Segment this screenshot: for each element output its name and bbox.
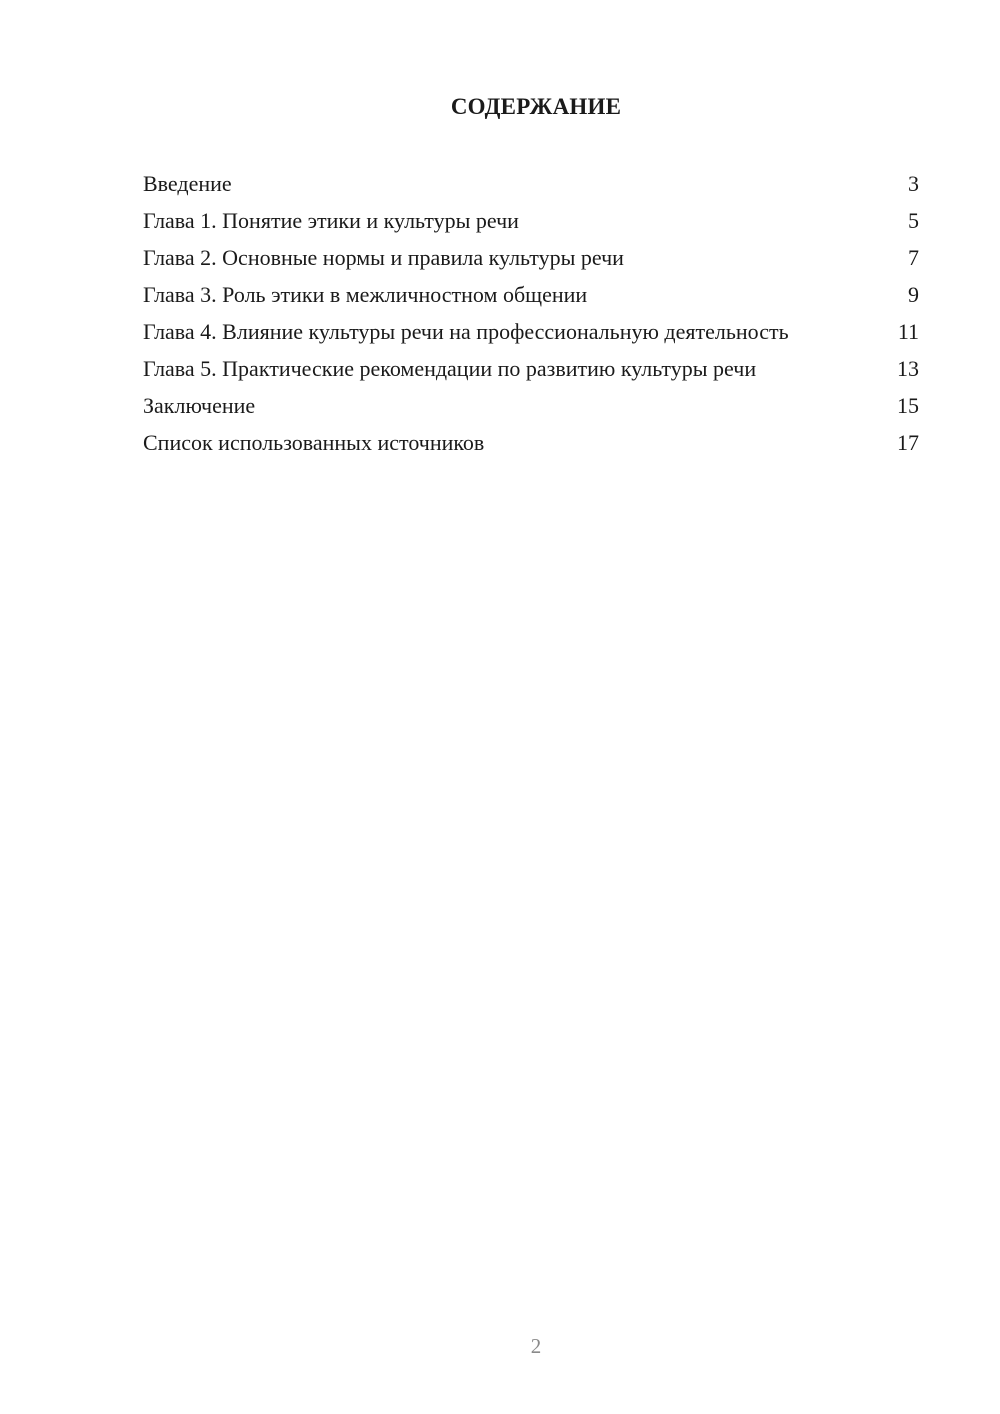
toc-entry[interactable]	[143, 170, 919, 197]
page-title: СОДЕРЖАНИЕ	[450, 94, 622, 119]
toc-entry[interactable]	[143, 429, 919, 456]
toc-entry-page: 13	[897, 356, 919, 381]
toc-entry-title: Глава 5. Практические рекомендации по развитию культуры речи	[143, 356, 757, 381]
toc-entry[interactable]	[143, 281, 919, 308]
toc-entry-title: Глава 3. Роль этики в межличностном общении	[143, 282, 588, 307]
toc-entry-title: Глава 4. Влияние культуры речи на профессиональную деятельность	[143, 319, 789, 344]
toc-entry-page: 15	[897, 393, 919, 418]
toc-entry-title: Введение	[143, 171, 232, 196]
toc-entry-title: Список использованных источников	[143, 430, 485, 455]
table-of-contents	[143, 170, 919, 466]
toc-entry[interactable]	[143, 355, 919, 382]
toc-entry-title: Глава 1. Понятие этики и культуры речи	[143, 208, 519, 233]
toc-entry-page: 7	[908, 245, 919, 270]
toc-entry-page: 11	[897, 319, 919, 344]
toc-entry-page: 9	[908, 282, 919, 307]
toc-entry[interactable]	[143, 244, 919, 271]
toc-entry-title: Глава 2. Основные нормы и правила культуры речи	[143, 245, 624, 270]
page-number: 2	[530, 1334, 542, 1358]
toc-entry[interactable]	[143, 318, 919, 345]
toc-entry-page: 3	[908, 171, 919, 196]
toc-entry-page: 5	[908, 208, 919, 233]
toc-entry-title: Заключение	[143, 393, 256, 418]
toc-entry[interactable]	[143, 207, 919, 234]
toc-entry[interactable]	[143, 392, 919, 419]
toc-entry-page: 17	[897, 430, 919, 455]
